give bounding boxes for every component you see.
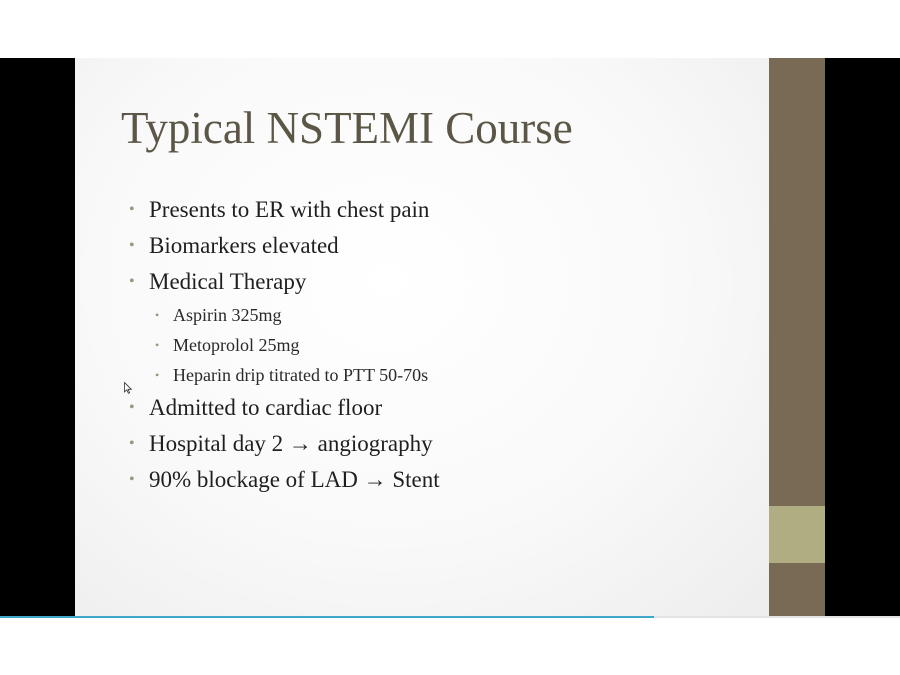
sub-bullet-text: Heparin drip titrated to PTT 50-70s (173, 365, 429, 385)
bullet-dot-icon: • (129, 399, 135, 416)
sub-bullet-text: Metoprolol 25mg (173, 335, 300, 355)
side-bar-accent (769, 506, 825, 563)
bullet-dot-icon: • (129, 237, 135, 254)
bullet-text: Biomarkers elevated (149, 233, 339, 258)
bullet-text: Hospital day 2 → angiography (149, 431, 433, 456)
sub-bullet-item (125, 360, 745, 390)
bullet-list (125, 192, 745, 498)
bullet-text: 90% blockage of LAD → Stent (149, 467, 440, 492)
mouse-pointer-icon (124, 382, 132, 394)
slide-side-bar (769, 58, 825, 617)
bullet-dot-icon: • (129, 435, 135, 452)
bullet-dot-icon: • (129, 273, 135, 290)
video-progress-track[interactable] (654, 616, 900, 618)
sub-bullet-dot-icon: • (155, 338, 160, 352)
sub-bullet-item (125, 330, 745, 360)
bullet-text: Presents to ER with chest pain (149, 197, 430, 222)
bullet-text: Medical Therapy (149, 269, 307, 294)
bullet-text: Admitted to cardiac floor (149, 395, 383, 420)
sub-bullet-text: Aspirin 325mg (173, 305, 282, 325)
bullet-dot-icon: • (129, 471, 135, 488)
bullet-item (125, 462, 745, 498)
sub-bullet-item (125, 300, 745, 330)
bullet-item (125, 228, 745, 264)
slide-title: Typical NSTEMI Course (121, 103, 573, 153)
presentation-slide (75, 58, 769, 617)
bullet-item (125, 426, 745, 462)
bullet-dot-icon: • (129, 201, 135, 218)
sub-bullet-dot-icon: • (155, 308, 160, 322)
video-progress-bar[interactable] (0, 616, 654, 618)
bullet-item (125, 192, 745, 228)
bullet-item (125, 390, 745, 426)
sub-bullet-dot-icon: • (155, 368, 160, 382)
bullet-item (125, 264, 745, 300)
